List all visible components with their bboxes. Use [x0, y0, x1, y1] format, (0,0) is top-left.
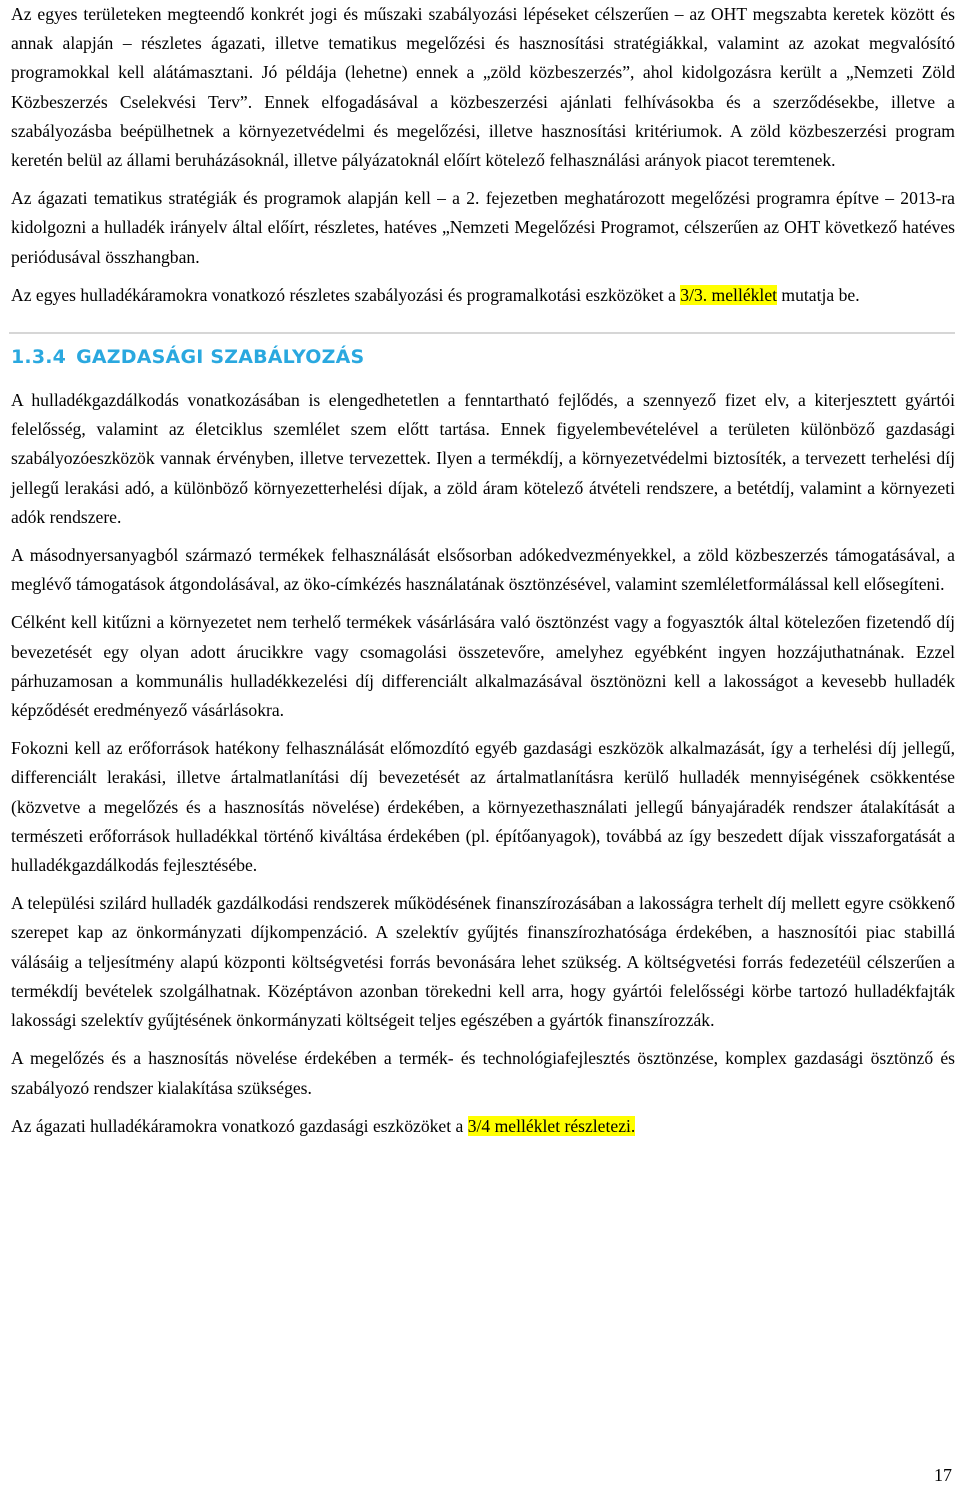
- paragraph-municipal-financing: A települési szilárd hulladék gazdálkodási rendszerek működésének finanszírozásában a lakosságra terhelt díj mellett egyre csökkenő szerepet kap az önkormányzati díjkompenzáció. A szelektív gyűjtés finanszírozhatósága érdekében, a hasznosítói piac stabillá válásáig a teljesítmény alapú központi költségvetési forrás bevonására lehet szükség. A költségvetési forrás fedezetéül célszerűen a termékdíj bevételek szolgálhatnak. Középtávon azonban törekedni kell arra, hogy gyártói felelősségi körbe tartozó hulladékfajták lakossági szelektív gyűjtésének önkormányzati költségeit teljes egészében a gyártók finanszírozzák.: [11, 893, 955, 1031]
- paragraph-resource-efficiency: Fokozni kell az erőforrások hatékony felhasználását előmozdító egyéb gazdasági eszközök alkalmazását, így a terhelési díj jellegű, differenciált lerakási, illetve ártalmatlanítási díj bevezetését az ártalmatlanításra kerülő hulladék mennyiségének csökkentése (közvetve a megelőzés és a hasznosítás növelése) érdekében, a környezethasználati jellegű bányajáradék rendszer átalakítását a természeti erőforrások hulladékkal történő kiváltása érdekében (pl. építőanyagok), továbbá az így beszedett díjak visszaforgatását a hulladékgazdálkodás fejlesztésébe.: [11, 738, 955, 876]
- paragraph-annex-3-reference: [11, 281, 955, 310]
- paragraph-consumer-incentives: Célként kell kitűzni a környezetet nem terhelő termékek vásárlására való ösztönzést vagy a fogyasztók által kötelezően fizetendő díj bevezetését egy olyan adott árucikkre vagy csomagolási összetevőre, amelyhez egyébként ingyen hozzájuthatnának. Ezzel párhuzamosan a kommunális hulladékkezelési díj differenciált alkalmazásával ösztönözni kell a lakosságot a kevesebb hulladék képződését eredményező vásárlásokra.: [11, 612, 955, 721]
- annex-3-text-before: Az egyes hulladékáramokra vonatkozó részletes szabályozási és programalkotási eszközöket a: [11, 284, 681, 305]
- paragraph-prevention-program: Az ágazati tematikus stratégiák és programok alapján kell – a 2. fejezetben meghatározott megelőzési programra építve – 2013-ra kidolgozni a hulladék irányelv által előírt, részletes, hatéves „Nemzeti Megelőzési Programot, célszerűen az OHT következő hatéves periódusával összhangban.: [11, 188, 955, 267]
- annex-3-text-after: mutatja be.: [777, 284, 860, 305]
- annex-4-text-before: Az ágazati hulladékáramokra vonatkozó gazdasági eszközöket a: [11, 1115, 468, 1136]
- paragraph-sustainability: A hulladékgazdálkodás vonatkozásában is elengedhetetlen a fenntartható fejlődés, a szennyező fizet elv, a kiterjesztett gyártói felelősség, valamint az életciklus szemlélet szem előtt tartása. Ennek figyelembevételével a területen különböző gazdasági szabályozóeszközök vannak érvényben, illetve tervezettek. Ilyen a termékdíj, a környezetvédelmi biztosíték, a tervezett terhelési díj jellegű lerakási adó, a különböző környezetterhelési díjak, a zöld áram kötelező átvételi rendszere, a betétdíj, valamint a környezeti adók rendszere.: [11, 390, 955, 527]
- section-title: GAZDASÁGI SZABÁLYOZÁS: [76, 346, 365, 369]
- paragraph-strategies: Az egyes területeken megteendő konkrét jogi és műszaki szabályozási lépéseket célszerűen – az OHT megszabta keretek között és annak alapján – részletes ágazati, illetve tematikus megelőzési és hasznosítási stratégiákkal, valamint az azokat megvalósító programokkal kell alátámasztani. Jó példája (lehetne) ennek a „zöld közbeszerzés”, ahol kidolgozásra került a „Nemzeti Zöld Közbeszerzés Cselekvési Terv”. Ennek elfogadásával a közbeszerzési ajánlati felhívásokba és a szerződésekbe, illetve a szabályozásba beépülhetnek a környezetvédelmi és megelőzési, illetve hasznosítási kritériumok. A zöld közbeszerzési program keretén belül az állami beruházásoknál, illetve pályázatoknál előírt kötelező felhasználási arányok piacot teremtenek.: [11, 4, 955, 171]
- section-number: 1.3.4: [11, 346, 67, 369]
- paragraph-secondary-materials: A másodnyersanyagból származó termékek felhasználását elsősorban adókedvezményekkel, a zöld közbeszerzés támogatásával, a meglévő támogatások átgondolásával, az öko-címkézés használatának ösztönzésével, valamint szemléletformálással kell elősegíteni.: [11, 545, 955, 595]
- page-number: 17: [934, 1465, 952, 1485]
- annex-4-highlight: 3/4 melléklet részletezi.: [467, 1115, 636, 1136]
- annex-3-highlight: 3/3. melléklet: [680, 284, 778, 305]
- section-heading: [11, 346, 364, 368]
- section-heading-block: [11, 332, 955, 384]
- heading-divider: [9, 332, 955, 334]
- document-page: [11, 0, 955, 1141]
- paragraph-technology-development: A megelőzés és a hasznosítás növelése érdekében a termék- és technológiafejlesztés ösztönzése, komplex gazdasági ösztönző és szabályozó rendszer kialakítása szükséges.: [11, 1048, 955, 1098]
- paragraph-annex-4-reference: [11, 1112, 955, 1141]
